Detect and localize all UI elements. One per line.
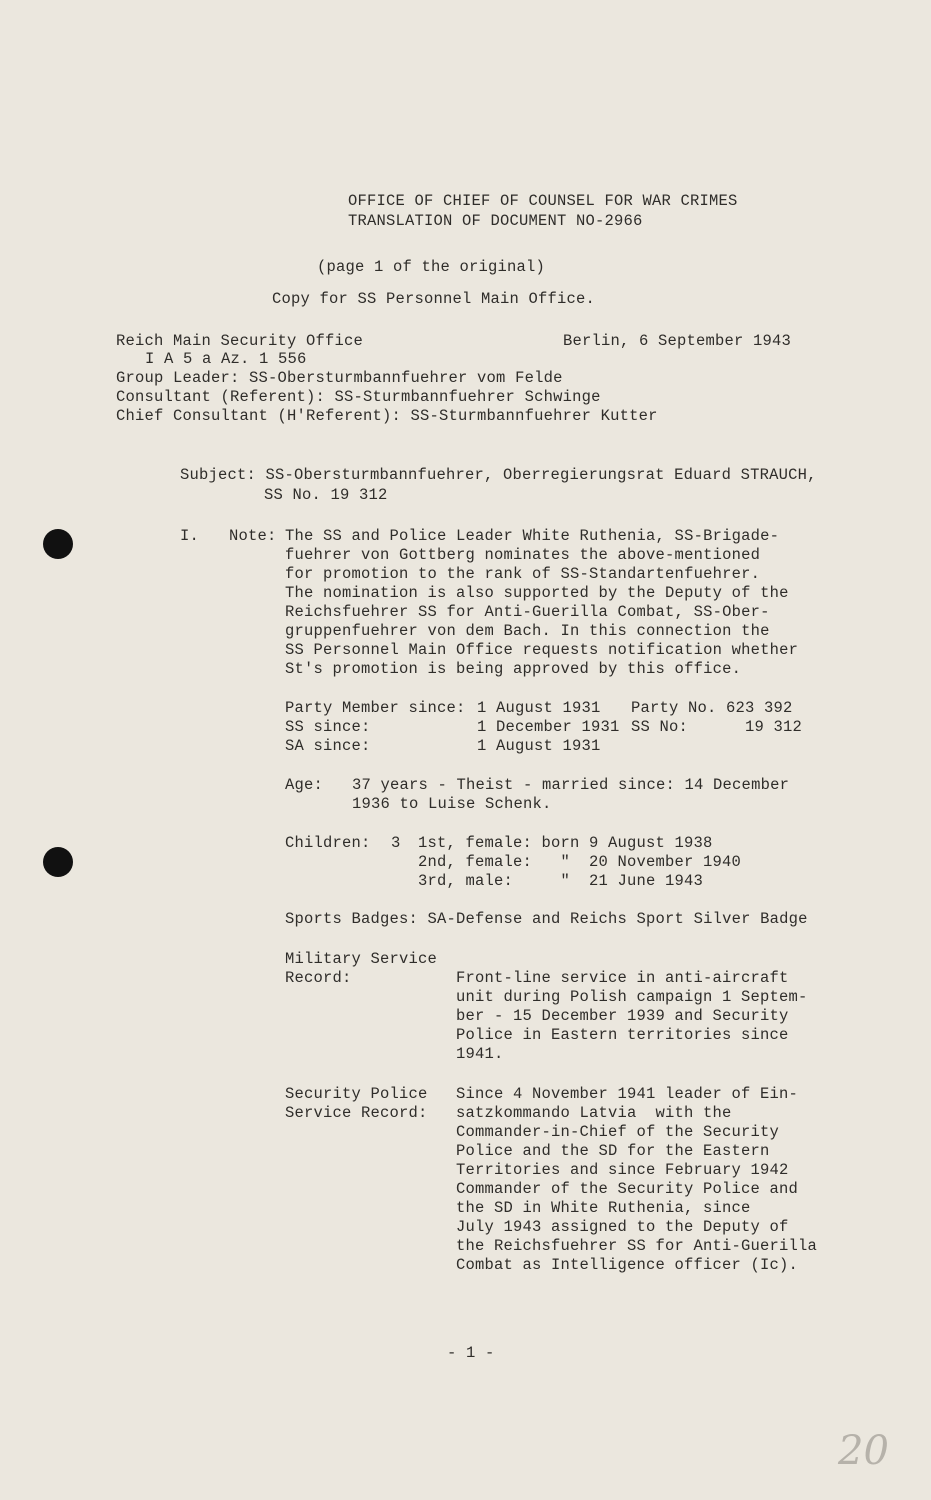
security-line: Commander of the Security Police and (456, 1180, 799, 1198)
military-label-2: Record: (285, 969, 352, 987)
child-entry: 1st, female: born 9 August 1938 (418, 834, 713, 852)
party-label: Party Member since: (285, 699, 466, 717)
note-line: St's promotion is being approved by this office. (285, 660, 742, 678)
security-line: Commander-in-Chief of the Security (456, 1123, 780, 1141)
security-line: July 1943 assigned to the Deputy of (456, 1218, 789, 1236)
header-line-2: TRANSLATION OF DOCUMENT NO-2966 (348, 212, 643, 230)
chief-consultant: Chief Consultant (H'Referent): SS-Sturmbannfuehrer Kutter (116, 407, 658, 425)
note-line: The SS and Police Leader White Ruthenia, SS-Brigade- (285, 527, 780, 545)
children-label: Children: (285, 834, 371, 852)
note-line: SS Personnel Main Office requests notification whether (285, 641, 799, 659)
letter-date: Berlin, 6 September 1943 (563, 332, 792, 350)
reference-number: I A 5 a Az. 1 556 (145, 350, 307, 368)
sender-office: Reich Main Security Office (116, 332, 364, 350)
subject-line-2: SS No. 19 312 (264, 486, 388, 504)
ss-date: 1 December 1931 (477, 718, 620, 736)
pencil-mark: 20 (838, 1428, 889, 1474)
sports-badges: Sports Badges: SA-Defense and Reichs Sport Silver Badge (285, 910, 808, 928)
punch-hole-bottom (43, 847, 73, 877)
military-label-1: Military Service (285, 950, 438, 968)
ss-number: SS No: 19 312 (631, 718, 803, 736)
security-line: Combat as Intelligence officer (Ic). (456, 1256, 799, 1274)
consultant: Consultant (Referent): SS-Sturmbannfuehrer Schwinge (116, 388, 601, 406)
copy-for: Copy for SS Personnel Main Office. (272, 290, 596, 308)
note-numeral: I. (180, 527, 200, 545)
note-label: Note: (229, 527, 277, 545)
child-entry: 3rd, male: " 21 June 1943 (418, 872, 704, 890)
punch-hole-top (43, 529, 73, 559)
security-line: Since 4 November 1941 leader of Ein- (456, 1085, 799, 1103)
subject-line-1: Subject: SS-Obersturmbannfuehrer, Oberregierungsrat Eduard STRAUCH, (180, 466, 817, 484)
military-line: ber - 15 December 1939 and Security (456, 1007, 789, 1025)
ss-label: SS since: (285, 718, 371, 736)
military-line: Police in Eastern territories since (456, 1026, 789, 1044)
security-line: Territories and since February 1942 (456, 1161, 789, 1179)
child-entry: 2nd, female: " 20 November 1940 (418, 853, 742, 871)
party-date: 1 August 1931 (477, 699, 601, 717)
security-line: Police and the SD for the Eastern (456, 1142, 770, 1160)
security-line: the Reichsfuehrer SS for Anti-Guerilla (456, 1237, 818, 1255)
security-line: the SD in White Ruthenia, since (456, 1199, 751, 1217)
security-line: satzkommando Latvia with the (456, 1104, 732, 1122)
military-line: unit during Polish campaign 1 Septem- (456, 988, 808, 1006)
age-label: Age: (285, 776, 324, 794)
security-label-1: Security Police (285, 1085, 428, 1103)
note-line: Reichsfuehrer SS for Anti-Guerilla Combat, SS-Ober- (285, 603, 770, 621)
party-number: Party No. 623 392 (631, 699, 793, 717)
note-line: for promotion to the rank of SS-Standartenfuehrer. (285, 565, 761, 583)
note-line: The nomination is also supported by the Deputy of the (285, 584, 789, 602)
group-leader: Group Leader: SS-Obersturmbannfuehrer vom Felde (116, 369, 563, 387)
header-line-1: OFFICE OF CHIEF OF COUNSEL FOR WAR CRIMES (348, 192, 738, 210)
children-count: 3 (391, 834, 401, 852)
sa-label: SA since: (285, 737, 371, 755)
military-line: Front-line service in anti-aircraft (456, 969, 789, 987)
age-line-2: 1936 to Luise Schenk. (352, 795, 552, 813)
military-line: 1941. (456, 1045, 504, 1063)
security-label-2: Service Record: (285, 1104, 428, 1122)
note-line: fuehrer von Gottberg nominates the above-mentioned (285, 546, 761, 564)
note-line: gruppenfuehrer von dem Bach. In this connection the (285, 622, 770, 640)
sa-date: 1 August 1931 (477, 737, 601, 755)
age-line-1: 37 years - Theist - married since: 14 December (352, 776, 790, 794)
page-note: (page 1 of the original) (317, 258, 546, 276)
page-number: - 1 - (447, 1344, 495, 1362)
